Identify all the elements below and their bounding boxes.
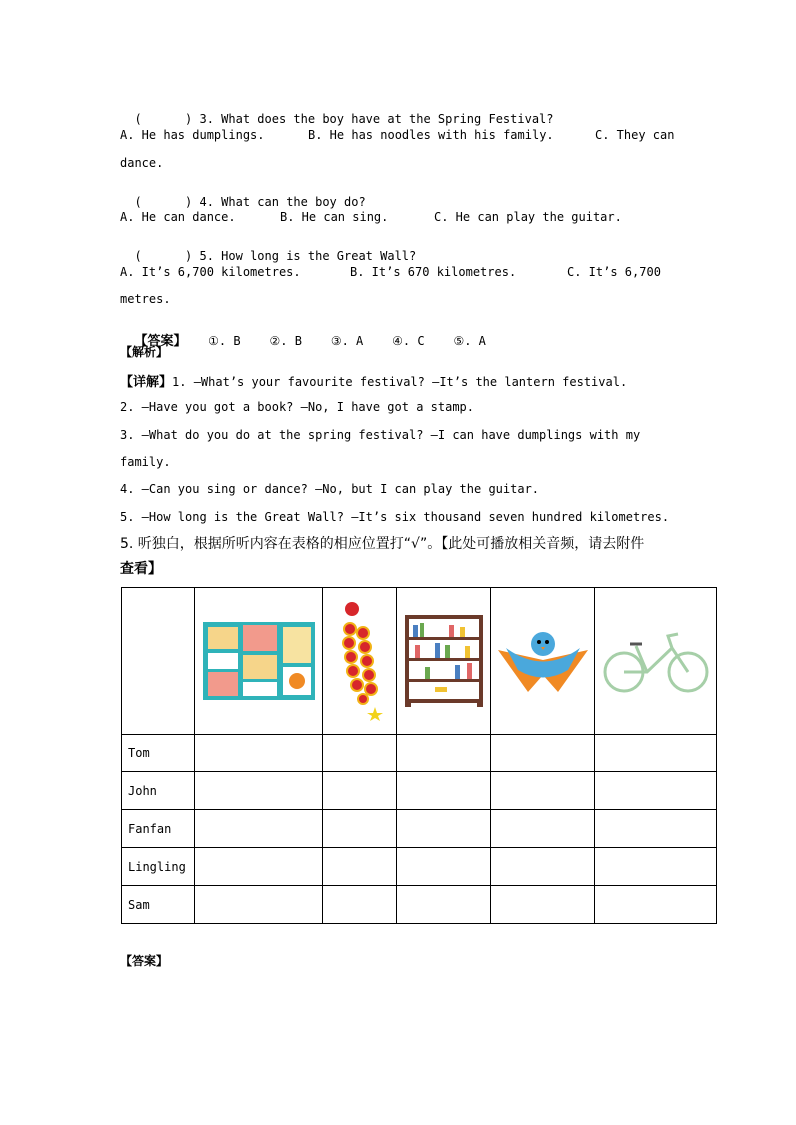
option-c-wrap: dance. — [120, 156, 164, 170]
check-cell[interactable] — [397, 810, 491, 848]
option-a: A. He can dance. — [120, 210, 236, 224]
check-cell[interactable] — [595, 735, 717, 772]
question-3: ( ) 3. What does the boy have at the Spring Festival? — [134, 112, 554, 126]
option-a: A. He has dumplings. — [120, 128, 265, 142]
table-row — [122, 848, 717, 886]
option-c: C. They can — [595, 128, 675, 142]
check-cell[interactable] — [323, 848, 397, 886]
row-name: John — [122, 772, 195, 810]
check-cell[interactable] — [323, 772, 397, 810]
row-name: Sam — [122, 886, 195, 924]
question-4: ( ) 4. What can the boy do? — [134, 195, 366, 209]
final-answer-label: 【答案】 — [120, 954, 169, 968]
question-prompt: What can the boy do? — [221, 195, 366, 209]
transcript-line: family. — [120, 455, 171, 469]
check-cell[interactable] — [397, 886, 491, 924]
transcript-line: 4. —Can you sing or dance? —No, but I can play the guitar. — [120, 482, 540, 496]
check-cell[interactable] — [195, 810, 323, 848]
check-cell[interactable] — [491, 848, 595, 886]
check-cell[interactable] — [491, 810, 595, 848]
check-cell[interactable] — [397, 848, 491, 886]
question-prompt: How long is the Great Wall? — [221, 249, 417, 263]
option-b: B. It’s 670 kilometres. — [350, 265, 517, 279]
check-cell[interactable] — [491, 772, 595, 810]
transcript-line: 2. —Have you got a book? —No, I have got a stamp. — [120, 400, 475, 414]
row-name: Lingling — [122, 848, 195, 886]
header-kite — [491, 588, 595, 735]
bicycle-icon — [602, 628, 710, 694]
header-stamps — [195, 588, 323, 735]
row-name: Fanfan — [122, 810, 195, 848]
check-cell[interactable] — [323, 810, 397, 848]
check-cell[interactable] — [595, 772, 717, 810]
check-cell[interactable] — [195, 735, 323, 772]
option-c: C. He can play the guitar. — [434, 210, 622, 224]
check-cell[interactable] — [323, 735, 397, 772]
detail-line-1: 【详解】1. —What’s your favourite festival? —It’s the lantern festival. — [120, 375, 628, 390]
table-row — [122, 810, 717, 848]
option-b: B. He has noodles with his family. — [308, 128, 554, 142]
header-bicycle — [595, 588, 717, 735]
table-row — [122, 886, 717, 924]
answer-label: 【答案】 — [134, 334, 187, 349]
check-cell[interactable] — [195, 772, 323, 810]
check-cell[interactable] — [195, 886, 323, 924]
answer-bracket: ( ) — [134, 112, 193, 126]
option-b: B. He can sing. — [280, 210, 389, 224]
check-cell[interactable] — [595, 886, 717, 924]
table-row — [122, 735, 717, 772]
question-prompt: What does the boy have at the Spring Festival? — [221, 112, 554, 126]
check-cell[interactable] — [595, 810, 717, 848]
kite-icon — [498, 630, 588, 692]
analysis-label: 【解析】 — [120, 345, 169, 359]
header-bookshelf — [397, 588, 491, 735]
section-5-instruction-cont: 查看】 — [120, 561, 162, 577]
header-firecrackers — [323, 588, 397, 735]
row-name: Tom — [122, 735, 195, 772]
firecrackers-icon — [335, 601, 385, 721]
check-cell[interactable] — [397, 772, 491, 810]
stamps-icon — [203, 622, 315, 700]
option-c-wrap: metres. — [120, 292, 171, 306]
answer-grid — [121, 587, 717, 924]
bookshelf-icon — [405, 615, 483, 707]
option-c: C. It’s 6,700 — [567, 265, 661, 279]
transcript-line: 3. —What do you do at the spring festival? —I can have dumplings with my — [120, 428, 641, 442]
table-row — [122, 772, 717, 810]
check-cell[interactable] — [195, 848, 323, 886]
answer-values: ①. B ②. B ③. A ④. C ⑤. A — [208, 334, 486, 348]
check-cell[interactable] — [595, 848, 717, 886]
section-5-instruction: 5. 听独白，根据所听内容在表格的相应位置打“√”。【此处可播放相关音频，请去附件 — [120, 536, 645, 552]
check-cell[interactable] — [323, 886, 397, 924]
check-cell[interactable] — [491, 886, 595, 924]
question-5: ( ) 5. How long is the Great Wall? — [134, 249, 417, 263]
check-cell[interactable] — [397, 735, 491, 772]
check-cell[interactable] — [491, 735, 595, 772]
option-a: A. It’s 6,700 kilometres. — [120, 265, 301, 279]
transcript-line: 5. —How long is the Great Wall? —It’s six thousand seven hundred kilometres. — [120, 510, 670, 524]
corner-cell — [122, 588, 195, 735]
answer-line — [120, 316, 486, 349]
